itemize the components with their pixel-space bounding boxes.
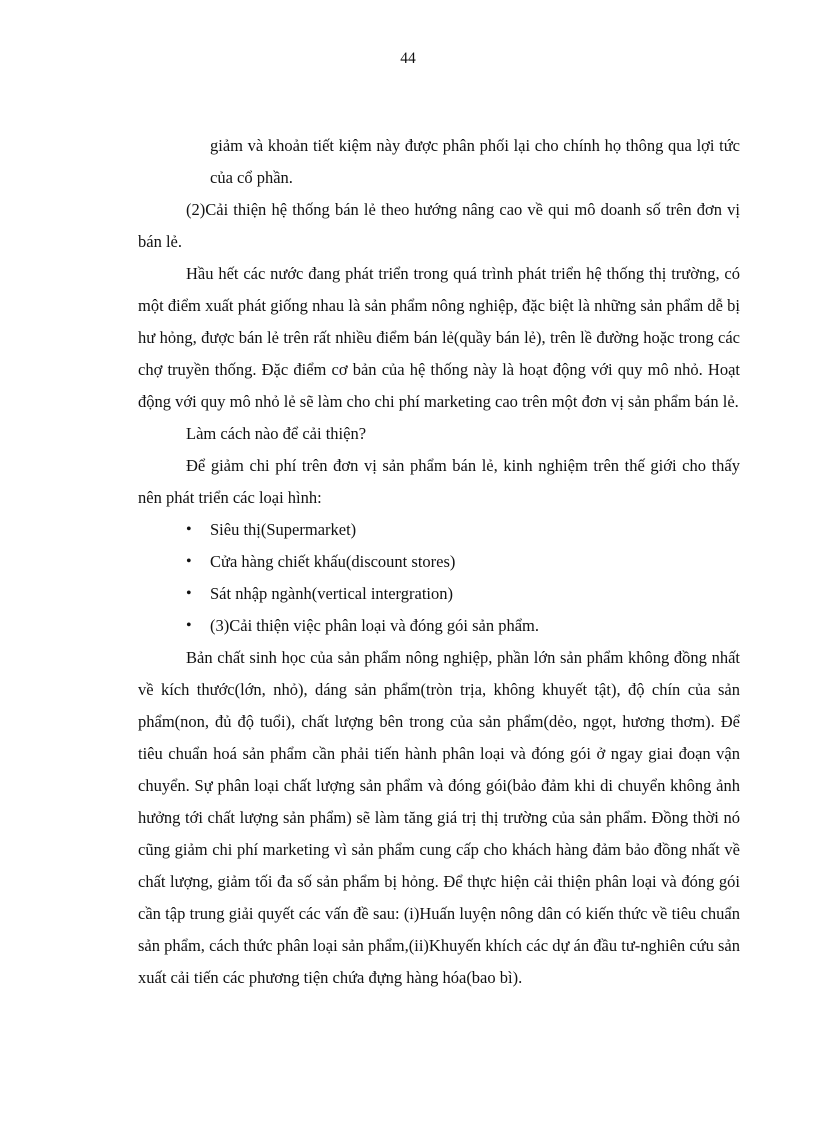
list-item — [138, 610, 740, 642]
paragraph-classification: Bản chất sinh học của sản phẩm nông nghiệp, phần lớn sản phẩm không đồng nhất về kích thước(lớn, nhỏ), dáng sản phẩm(tròn trịa, không khuyết tật), độ chín của sản phẩm(non, đủ độ tuổi), chất lượng bên trong của sản phẩm(dẻo, ngọt, hương thơm). Để tiêu chuẩn hoá sản phẩm cần phải tiến hành phân loại và đóng gói ở ngay giai đoạn vận chuyển. Sự phân loại chất lượng sản phẩm và đóng gói(bảo đảm khi di chuyển không ảnh hưởng tới chất lượng sản phẩm) sẽ làm tăng giá trị thị trường của sản phẩm. Đồng thời nó cũng giảm chi phí marketing vì sản phẩm cung cấp cho khách hàng đảm bảo đồng nhất về chất lượng, giảm tối đa số sản phẩm bị hỏng. Để thực hiện cải thiện phân loại và đóng gói cần tập trung giải quyết các vấn đề sau: (i)Huấn luyện nông dân có kiến thức về tiêu chuẩn sản phẩm, cách thức phân loại sản phẩm,(ii)Khuyến khích các dự án đầu tư-nghiên cứu sản xuất cải tiến các phương tiện chứa đựng hàng hóa(bao bì). — [138, 648, 740, 987]
list-item-text: Cửa hàng chiết khấu(discount stores) — [210, 552, 456, 571]
list-item — [138, 578, 740, 610]
bullet-icon: • — [186, 521, 192, 538]
page-number: 44 — [400, 50, 416, 67]
page-body — [138, 130, 740, 994]
paragraph-retail-system: Hầu hết các nước đang phát triển trong quá trình phát triển hệ thống thị trường, có một điểm xuất phát giống nhau là sản phẩm nông nghiệp, đặc biệt là những sản phẩm dễ bị hư hỏng, được bán lẻ trên rất nhiều điểm bán lẻ(quầy bán lẻ), trên lề đường hoặc trong các chợ truyền thống. Đặc điểm cơ bản của hệ thống này là hoạt động với quy mô nhỏ. Hoạt động với quy mô nhỏ lẻ sẽ làm cho chi phí marketing cao trên một đơn vị sản phẩm bán lẻ. — [138, 264, 740, 411]
bullet-list — [138, 514, 740, 642]
bullet-icon: • — [186, 617, 192, 634]
paragraph-section-2-heading: (2)Cải thiện hệ thống bán lẻ theo hướng nâng cao về qui mô doanh số trên đơn vị bán lẻ. — [138, 200, 740, 251]
paragraph-continuation: giảm và khoản tiết kiệm này được phân phối lại cho chính họ thông qua lợi tức của cổ phần. — [210, 136, 740, 187]
list-item-text: Sát nhập ngành(vertical intergration) — [210, 584, 453, 603]
bullet-icon: • — [186, 585, 192, 602]
list-item-text: (3)Cải thiện việc phân loại và đóng gói sản phẩm. — [210, 616, 540, 635]
list-item — [138, 514, 740, 546]
paragraph-intro-list: Để giảm chi phí trên đơn vị sản phẩm bán lẻ, kinh nghiệm trên thế giới cho thấy nên phát triển các loại hình: — [138, 456, 740, 507]
list-item-text: Siêu thị(Supermarket) — [210, 520, 357, 539]
paragraph-question: Làm cách nào để cải thiện? — [186, 424, 367, 443]
list-item — [138, 546, 740, 578]
bullet-icon: • — [186, 553, 192, 570]
